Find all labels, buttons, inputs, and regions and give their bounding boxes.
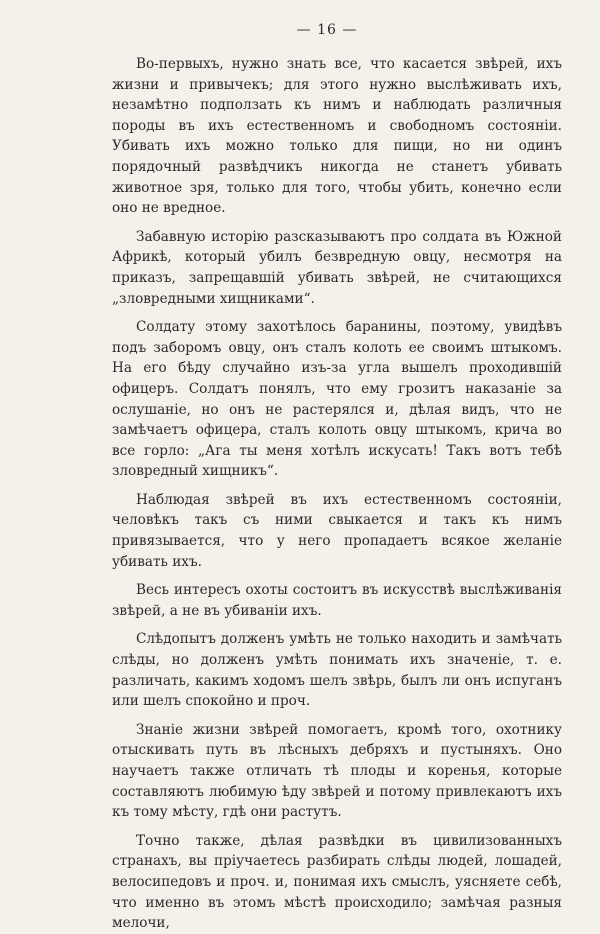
paragraph-2: Забавную исторію разсказываютъ про солдата въ Южной Африкѣ, который убилъ безвредную овцу, несмотря на приказъ, запрещавшій убивать звѣрей, не считающихся „зловредными хищниками“. xyxy=(112,228,562,307)
paragraph-1: Во-первыхъ, нужно знать все, что касается звѣрей, ихъ жизни и привычекъ; для этого нужно выслѣживать ихъ, незамѣтно подползать къ нимъ и наблюдать различныя породы въ ихъ естественномъ и свободномъ состояніи. Убивать ихъ можно только для пищи, но ни одинъ порядочный развѣдчикъ никогда не станетъ убивать животное зря, только для того, чтобы убить, конечно если оно не вредное. xyxy=(112,56,562,217)
page-number: — 16 — xyxy=(296,22,358,38)
paragraph-3: Солдату этому захотѣлось баранины, поэтому, увидѣвъ подъ заборомъ овцу, онъ сталъ колоть ее своимъ штыкомъ. На его бѣду случайно изъ-за угла вышелъ проходившій офицеръ. Солдатъ понялъ, что ему грозитъ наказаніе за ослушаніе, но онъ не растерялся и, дѣлая видъ, что не замѣчаетъ офицера, сталъ колоть овцу штыкомъ, крича во все горло: „Ага ты меня хотѣлъ искусать! Такъ вотъ тебѣ зловредный хищникъ“. xyxy=(112,319,562,480)
paragraph-4: Наблюдая звѣрей въ ихъ естественномъ состояніи, человѣкъ такъ съ ними свыкается и такъ къ нимъ привязывается, что у него пропадаетъ всякое желаніе убивать ихъ. xyxy=(112,491,562,570)
paragraph-6: Слѣдопытъ долженъ умѣть не только находить и замѣчать слѣды, но долженъ умѣть понимать ихъ значеніе, т. е. различать, какимъ ходомъ шелъ звѣрь, былъ ли онъ испуганъ или шелъ спокойно и проч. xyxy=(112,631,562,710)
paragraph-7: Знаніе жизни звѣрей помогаетъ, кромѣ того, охотнику отыскивать путь въ лѣсныхъ дебряхъ и пустыняхъ. Оно научаетъ также отличать тѣ плоды и коренья, которые составляютъ любимую ѣду звѣрей и потому привлекаютъ ихъ къ тому мѣсту, гдѣ они растутъ. xyxy=(112,721,562,821)
page-body xyxy=(112,54,562,934)
paragraph-5: Весь интересъ охоты состоитъ въ искусствѣ выслѣживанія звѣрей, а не въ убиваніи ихъ. xyxy=(112,582,562,619)
paragraph-8: Точно также, дѣлая развѣдки въ цивилизованныхъ странахъ, вы пріучаетесь разбирать слѣды людей, лошадей, велосипедовъ и проч. и, понимая ихъ смыслъ, уясняете себѣ, что именно въ этомъ мѣстѣ происходило; замѣчая разныя мелочи, xyxy=(112,832,562,932)
